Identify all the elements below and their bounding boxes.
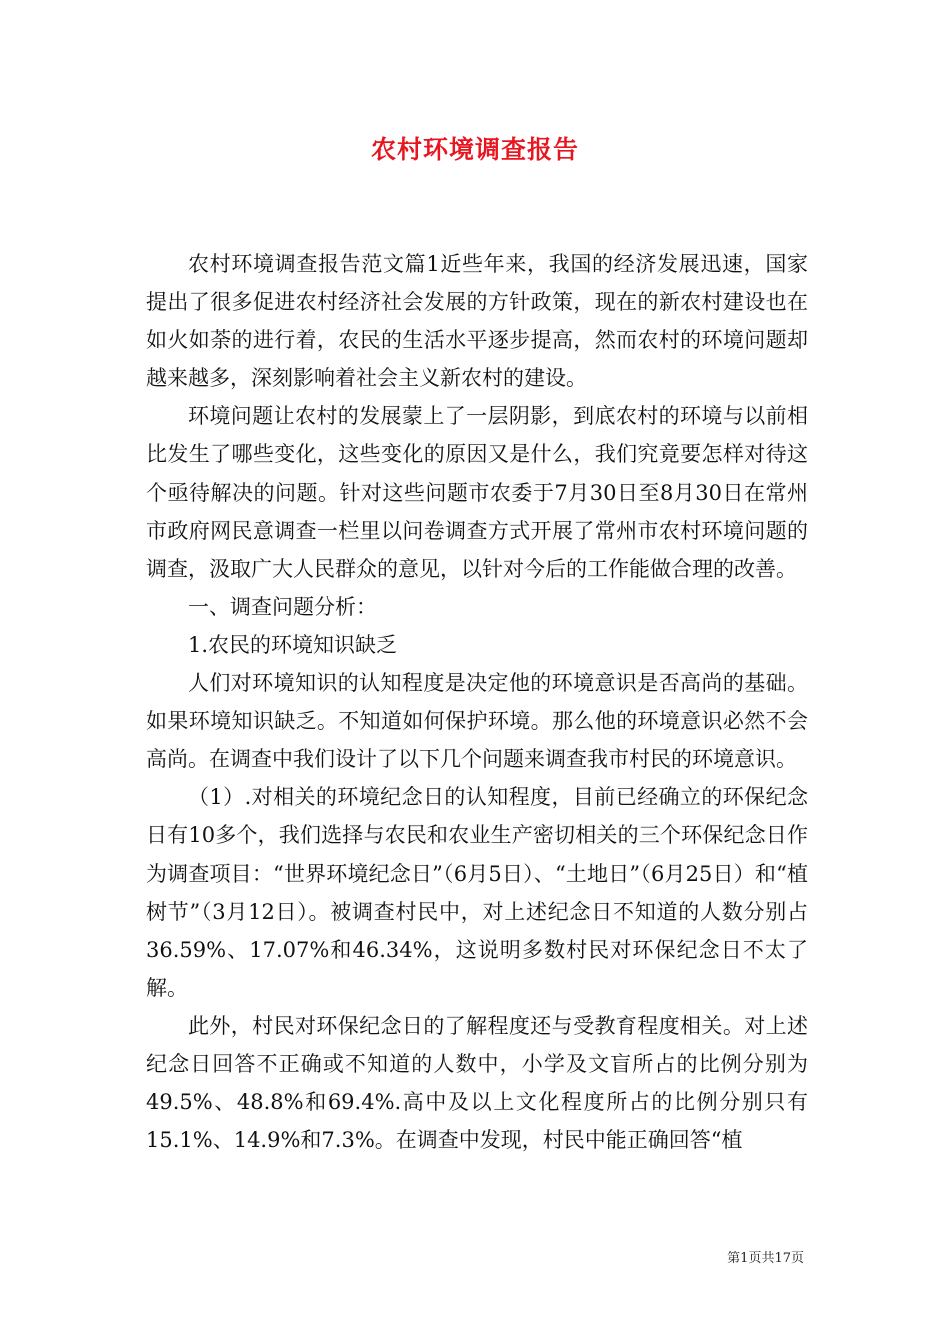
paragraph-education: 此外，村民对环保纪念日的了解程度还与受教育程度相关。对上述纪念日回答不正确或不知道的人数中，小学及文盲所占的比例分别为49.5%、48.8%和69.4%.高中及以上文化程度所占的比例分别只有15.1%、14.9%和7.3%。在调查中发现，村民中能正确回答“植 (146, 1013, 808, 1153)
paragraph-intro: 农村环境调查报告范文篇1近些年来，我国的经济发展迅速，国家提出了很多促进农村经济社会发展的方针政策，现在的新农村建设也在如火如荼的进行着，农民的生活水平逐步提高，然而农村的环境问题却越来越多，深刻影响着社会主义新农村的建设。 (146, 252, 808, 391)
paragraph-background: 环境问题让农村的发展蒙上了一层阴影，到底农村的环境与以前相比发生了哪些变化，这些变化的原因又是什么，我们究竟要怎样对待这个亟待解决的问题。针对这些问题市农委于7月30日至8月30日在常州市政府网民意调查一栏里以问卷调查方式开展了常州市农村环境问题的调查，汲取广大人民群众的意见，以针对今后的工作能做合理的改善。 (146, 404, 808, 581)
page-number: 第1页共17页 (727, 1251, 804, 1266)
paragraph-commemoration-days: （1）.对相关的环境纪念日的认知程度，目前已经确立的环保纪念日有10多个，我们选择与农民和农业生产密切相关的三个环保纪念日作为调查项目：“世界环境纪念日”（6月5日）、“土地日”（6月25日）和“植树节”（3月12日）。被调查村民中，对上述纪念日不知道的人数分别占36.59%、17.07%和46.34%，这说明多数村民对环保纪念日不太了解。 (146, 785, 808, 1000)
paragraph-knowledge: 人们对环境知识的认知程度是决定他的环境意识是否高尚的基础。如果环境知识缺乏。不知道如何保护环境。那么他的环境意识必然不会高尚。在调查中我们设计了以下几个问题来调查我市村民的环境意识。 (146, 671, 808, 772)
document-body (146, 245, 808, 1159)
subsection-heading: 1.农民的环境知识缺乏 (188, 632, 398, 657)
section-heading: 一、调查问题分析： (188, 594, 377, 619)
document-title: 农村环境调查报告 (370, 135, 579, 164)
